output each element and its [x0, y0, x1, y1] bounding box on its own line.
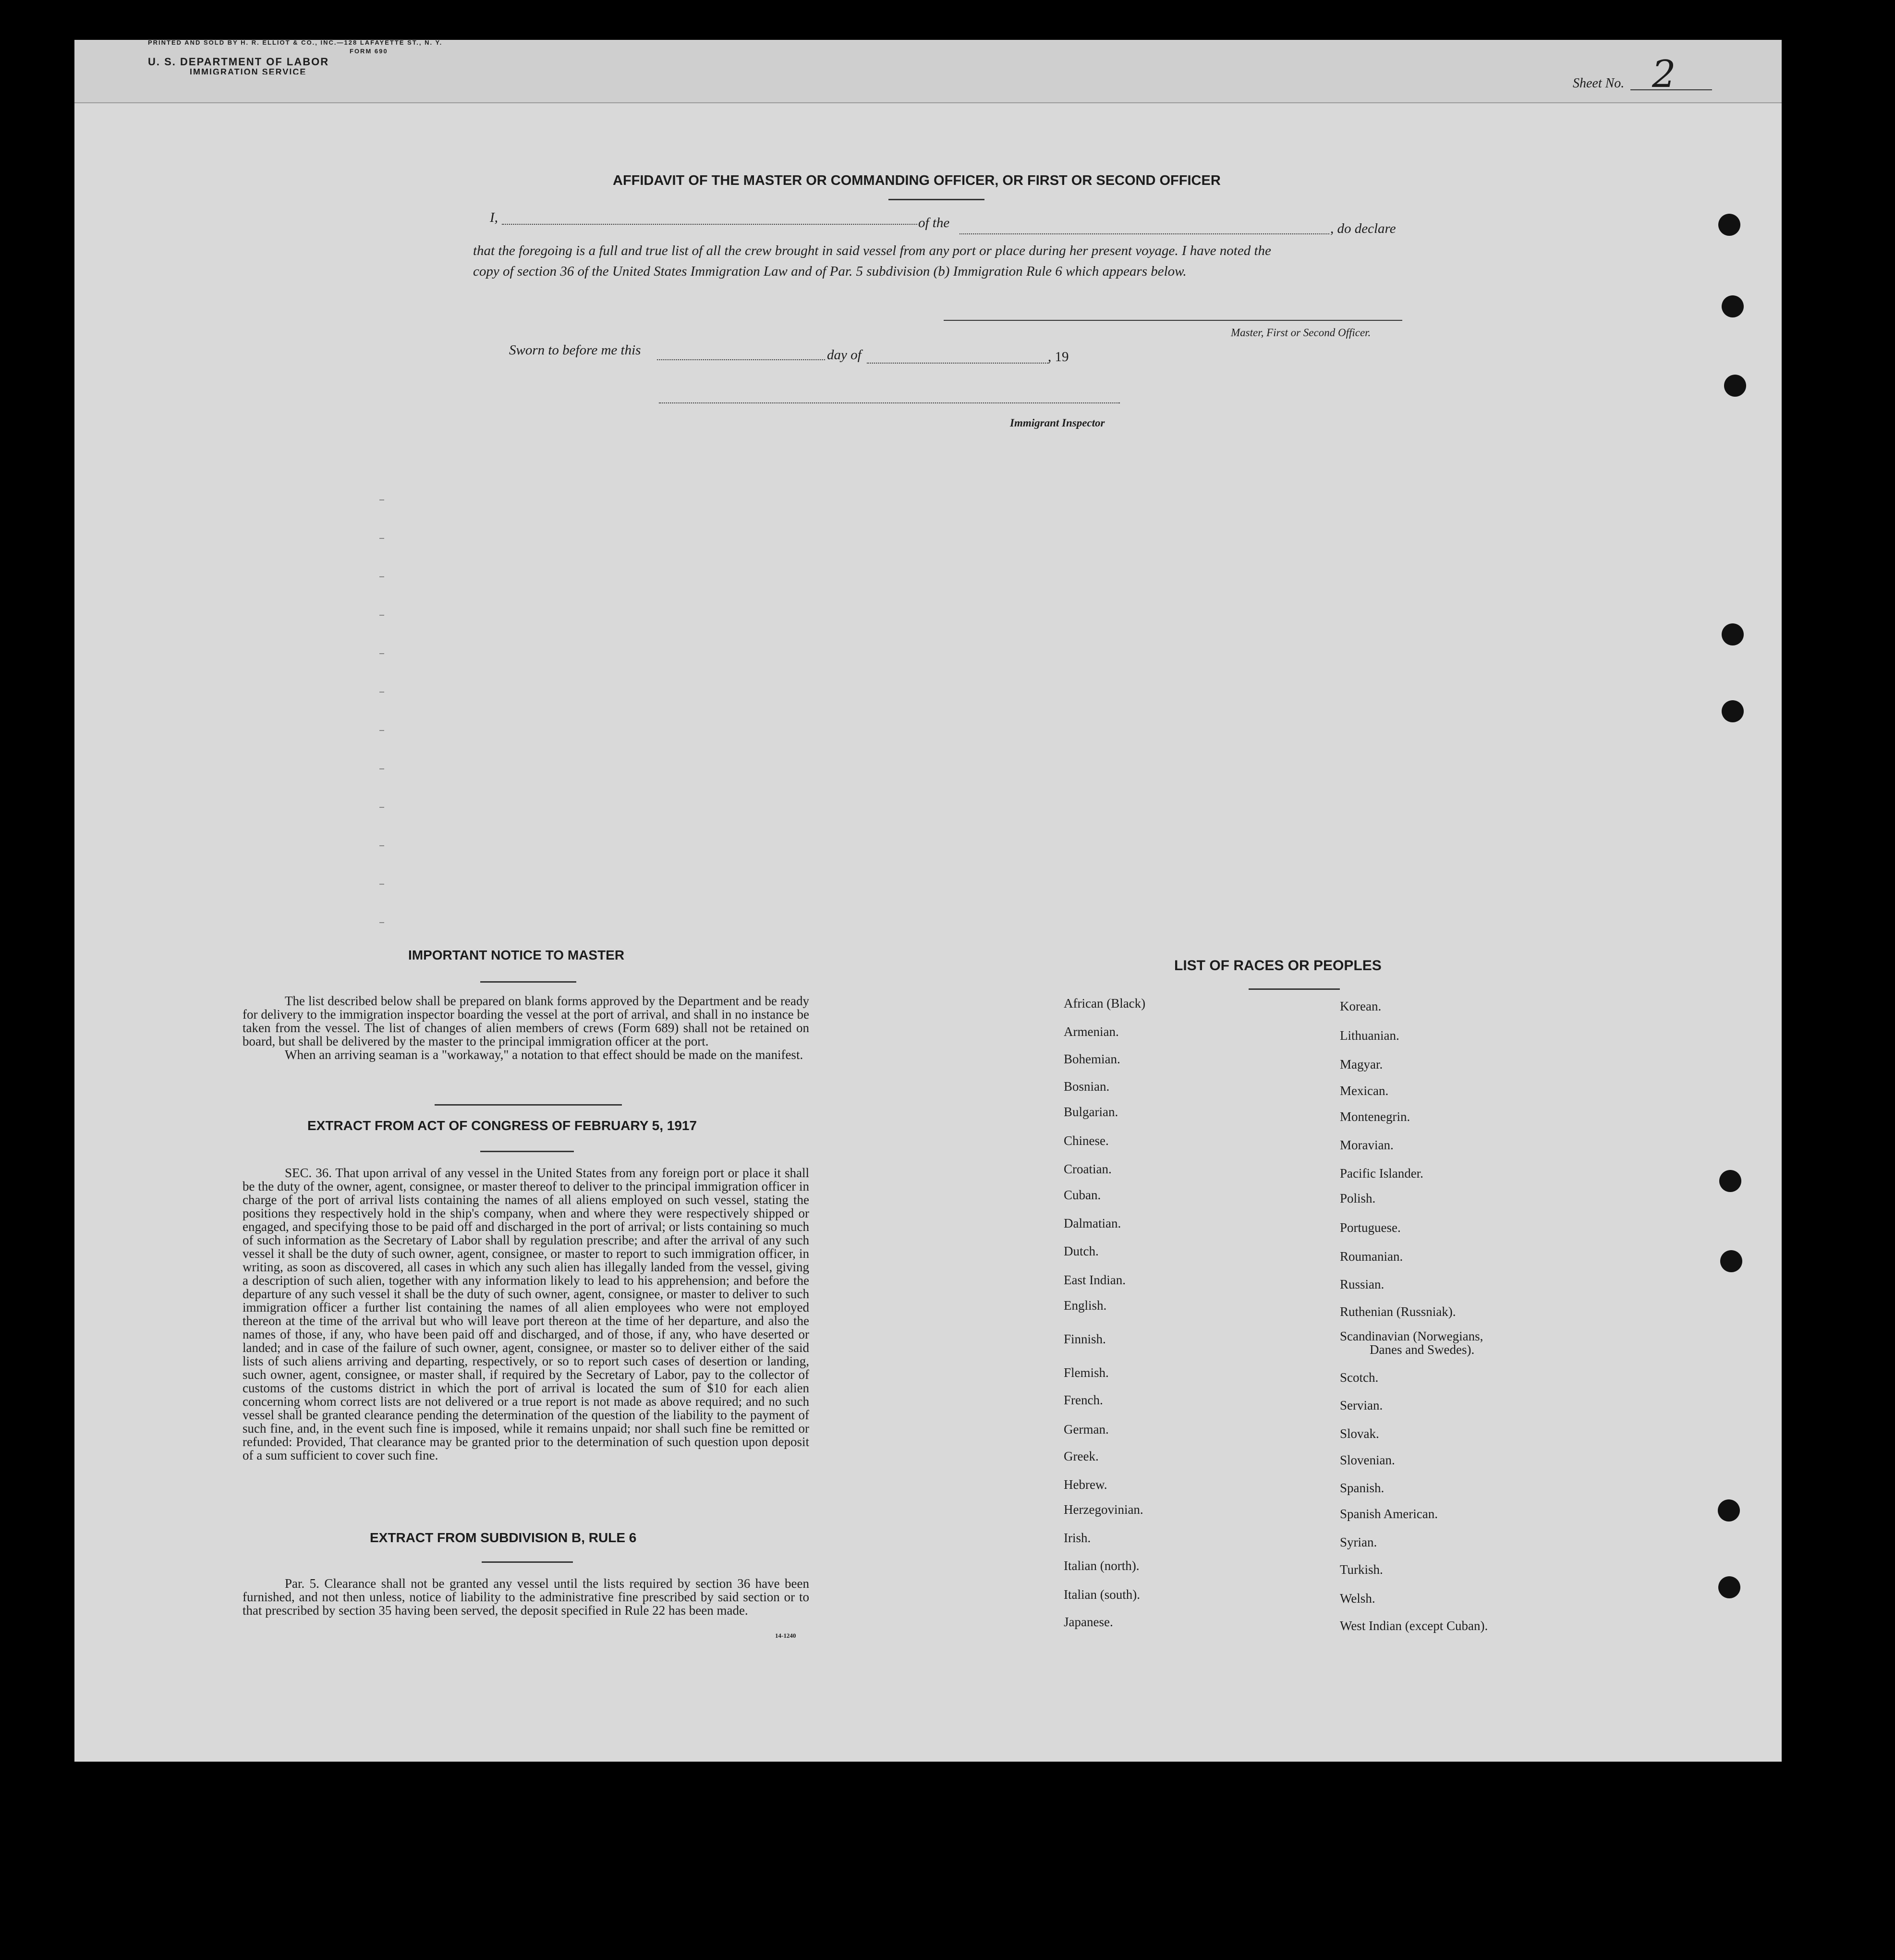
race-moravian: Moravian.	[1340, 1138, 1394, 1152]
race-finnish: Finnish.	[1064, 1332, 1106, 1346]
races-title: LIST OF RACES OR PEOPLES	[1174, 958, 1382, 974]
notice-divider	[435, 1104, 622, 1106]
race-german: German.	[1064, 1422, 1109, 1437]
sheet-number: 2	[1652, 53, 1676, 96]
affidavit-line-2: that the foregoing is a full and true list of all the crew brought in said vessel from any port or place during her present voyage. I have noted the	[473, 243, 1271, 258]
notice-paragraph-1: The list described below shall be prepared on blank forms approved by the Department and be ready for delivery to the immigration inspector boarding the vessel at the port of arrival, and shall in no instance be taken from the vessel. The list of changes of alien members of crews (Form 689) shall not be retained on board, but shall be delivered by the master to the principal immigration officer at the port.	[243, 994, 809, 1048]
race-slovak: Slovak.	[1340, 1426, 1379, 1441]
inspector-label: Immigrant Inspector	[1010, 417, 1105, 429]
punch-hole-icon	[1724, 375, 1746, 397]
name-line	[502, 224, 917, 225]
act-extract-body	[243, 1166, 809, 1462]
act-extract-title: EXTRACT FROM ACT OF CONGRESS OF FEBRUARY 5, 1917	[307, 1118, 697, 1133]
race-pacific-islander: Pacific Islander.	[1340, 1166, 1423, 1181]
races-rule	[1249, 988, 1340, 990]
rule-extract-text: Par. 5. Clearance shall not be granted any vessel until the lists required by section 36 have been furnished, and not then unless, notice of liability to the administrative fine prescribed by said section or to that prescribed by section 35 having been served, the deposit specified in Rule 22 has been made.	[243, 1576, 809, 1618]
rule-extract-title: EXTRACT FROM SUBDIVISION B, RULE 6	[370, 1530, 637, 1545]
inspector-line	[659, 402, 1120, 403]
race-scandinavian-cont: Danes and Swedes).	[1370, 1342, 1475, 1357]
punch-hole-icon	[1719, 1170, 1741, 1192]
race-armenian: Armenian.	[1064, 1024, 1119, 1039]
day-of-label: day of	[827, 347, 862, 363]
punch-hole-icon	[1722, 295, 1744, 317]
race-west-indian: West Indian (except Cuban).	[1340, 1619, 1488, 1633]
affidavit-declare-label: , do declare	[1330, 221, 1396, 236]
punch-hole-icon	[1718, 214, 1740, 236]
form-number: FORM 690	[350, 48, 388, 55]
race-bosnian: Bosnian.	[1064, 1079, 1110, 1094]
punch-hole-icon	[1718, 1499, 1740, 1522]
act-extract-rule	[480, 1151, 574, 1152]
year-label: , 19	[1048, 349, 1069, 365]
punch-hole-icon	[1718, 1576, 1740, 1598]
race-spanish: Spanish.	[1340, 1481, 1385, 1495]
act-extract-text: SEC. 36. That upon arrival of any vessel in the United States from any foreign port or place it shall be the duty of the owner, agent, consignee, or master thereof to deliver to the principal immigration officer in charge of the port of arrival lists containing the names of all aliens employed on such vessel, stating the positions they respectively hold in the ship's company, when and where they were respectively shipped or engaged, and specifying those to be paid off and discharged in the port of arrival; or lists containing so much of such information as the Secretary of Labor shall by regulation prescribe; and after the arrival of any such vessel it shall be the duty of such owner, agent, consignee, or master to report to such immigration officer, in writing, as soon as discovered, all cases in which any such alien has illegally landed from the vessel, giving a description of such alien, together with any information likely to lead to his apprehension; and before the departure of any such vessel it shall be the duty of such owner, agent, consignee, or master to deliver to such immigration officer a further list containing the names of all alien employees who were not employed thereon at the time of the arrival but who will leave port thereon at the time of her departure, and also the names of those, if any, who have been paid off and discharged, and of those, if any, who have deserted or landed; and in case of the failure of such owner, agent, consignee, or master so to deliver either of the said lists of such aliens arriving and departing, respectively, or so to report such cases of desertion or landing, such owner, agent, consignee, or master shall, if required by the Secretary of Labor, pay to the collector of customs of the customs district in which the port of arrival is located the sum of $10 for each alien concerning whom correct lists are not delivered or a true report is not made as above required; and no such vessel shall be granted clearance pending the determination of the question of the liability to the payment of such fine, and, in the event such fine is imposed, while it remains unpaid; nor shall such fine be remitted or refunded: Provided, That clearance may be granted prior to the determination of such question upon deposit of a sum sufficient to cover such fine.	[243, 1166, 809, 1462]
service-name: IMMIGRATION SERVICE	[190, 68, 307, 74]
race-dalmatian: Dalmatian.	[1064, 1216, 1121, 1230]
race-lithuanian: Lithuanian.	[1340, 1028, 1399, 1043]
punch-hole-icon	[1722, 623, 1744, 645]
rule-extract-body	[243, 1577, 809, 1617]
race-slovenian: Slovenian.	[1340, 1453, 1395, 1467]
punch-hole-icon	[1720, 1250, 1742, 1272]
notice-paragraph-2: When an arriving seaman is a "workaway," a notation to that effect should be made on the manifest.	[285, 1047, 803, 1062]
race-scotch: Scotch.	[1340, 1370, 1379, 1385]
race-russian: Russian.	[1340, 1277, 1385, 1291]
race-japanese: Japanese.	[1064, 1615, 1113, 1629]
sworn-label: Sworn to before me this	[509, 342, 641, 358]
race-croatian: Croatian.	[1064, 1162, 1112, 1176]
race-spanish-american: Spanish American.	[1340, 1507, 1438, 1521]
affidavit-rule	[888, 199, 984, 200]
race-korean: Korean.	[1340, 999, 1382, 1013]
affidavit-line-3: copy of section 36 of the United States Immigration Law and of Par. 5 subdivision (b) Immigration Rule 6 which appears below.	[473, 264, 1187, 279]
race-roumanian: Roumanian.	[1340, 1249, 1403, 1264]
race-herzegovinian: Herzegovinian.	[1064, 1502, 1143, 1517]
race-syrian: Syrian.	[1340, 1535, 1377, 1549]
rule-extract-rule	[482, 1561, 573, 1563]
form-code: 14-1240	[775, 1632, 796, 1639]
sworn-day-line	[657, 359, 825, 360]
printer-line	[148, 38, 442, 56]
race-servian: Servian.	[1340, 1398, 1383, 1412]
race-english: English.	[1064, 1298, 1107, 1313]
race-hebrew: Hebrew.	[1064, 1477, 1107, 1492]
affidavit-title: AFFIDAVIT OF THE MASTER OR COMMANDING OFFICER, OR FIRST OR SECOND OFFICER	[613, 173, 1221, 188]
race-magyar: Magyar.	[1340, 1057, 1383, 1071]
race-ruthenian: Ruthenian (Russniak).	[1340, 1304, 1456, 1319]
signature-line	[944, 320, 1402, 321]
race-east-indian: East Indian.	[1064, 1273, 1126, 1287]
race-welsh: Welsh.	[1340, 1591, 1375, 1606]
race-scandinavian: Scandinavian (Norwegians,	[1340, 1329, 1483, 1343]
affidavit-of-the-label: of the	[918, 215, 950, 231]
department-name: U. S. DEPARTMENT OF LABOR	[148, 56, 329, 68]
race-turkish: Turkish.	[1340, 1562, 1383, 1577]
race-mexican: Mexican.	[1340, 1083, 1389, 1098]
race-chinese: Chinese.	[1064, 1133, 1109, 1148]
affidavit-i-label: I,	[490, 210, 498, 225]
punch-hole-icon	[1722, 700, 1744, 722]
race-polish: Polish.	[1340, 1191, 1376, 1205]
race-dutch: Dutch.	[1064, 1244, 1099, 1258]
race-bohemian: Bohemian.	[1064, 1052, 1120, 1066]
printer-credit: PRINTED AND SOLD BY H. R. ELLIOT & CO., INC.—128 LAFAYETTE ST., N. Y.	[148, 39, 443, 46]
notice-title: IMPORTANT NOTICE TO MASTER	[408, 948, 625, 962]
race-bulgarian: Bulgarian.	[1064, 1105, 1118, 1119]
race-italian-south: Italian (south).	[1064, 1587, 1140, 1602]
race-greek: Greek.	[1064, 1449, 1099, 1463]
race-montenegrin: Montenegrin.	[1340, 1109, 1410, 1124]
race-irish: Irish.	[1064, 1531, 1091, 1545]
race-french: French.	[1064, 1393, 1103, 1407]
race-italian-north: Italian (north).	[1064, 1558, 1140, 1573]
signature-label: Master, First or Second Officer.	[1231, 327, 1371, 339]
race-cuban: Cuban.	[1064, 1188, 1101, 1202]
race-flemish: Flemish.	[1064, 1365, 1109, 1380]
sheet-label: Sheet No.	[1573, 76, 1625, 91]
document-page	[74, 40, 1782, 1762]
vessel-line	[960, 233, 1329, 234]
notice-rule	[480, 981, 576, 983]
race-portuguese: Portuguese.	[1340, 1220, 1401, 1235]
race-african: African (Black)	[1064, 996, 1146, 1010]
sworn-month-line	[867, 363, 1049, 364]
notice-body	[243, 994, 809, 1061]
